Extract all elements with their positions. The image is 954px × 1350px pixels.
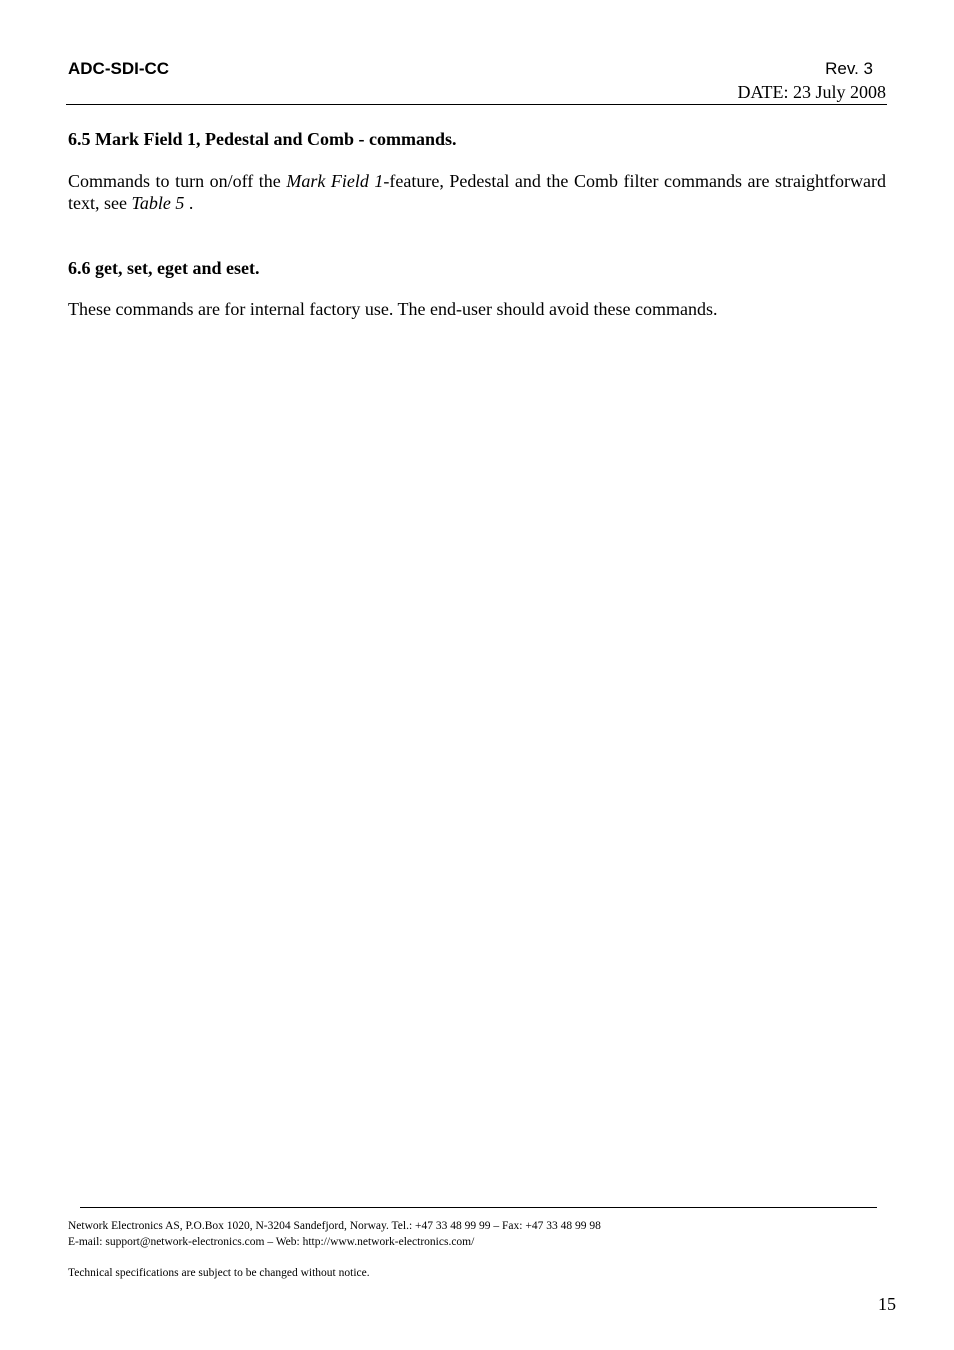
table-reference: Table 5 — [131, 193, 185, 213]
section-body-6-6: These commands are for internal factory use. The end-user should avoid these commands. — [68, 299, 718, 319]
header-divider — [66, 104, 887, 105]
section-heading-6-6: 6.6 get, set, eget and eset. — [68, 258, 260, 278]
revision-label: Rev. 3 — [825, 59, 873, 78]
page-number: 15 — [878, 1294, 896, 1314]
footer-address: Network Electronics AS, P.O.Box 1020, N-3204 Sandefjord, Norway. Tel.: +47 33 48 99 99 – Fax: +47 33 48 99 98 — [68, 1220, 601, 1232]
body-italic-mark-field: Mark Field 1 — [286, 171, 384, 191]
footer-divider — [80, 1207, 877, 1208]
body-text: Commands to turn on/off the — [68, 171, 287, 191]
document-date: DATE: 23 July 2008 — [737, 82, 886, 102]
footer-contact: E-mail: support@network-electronics.com – Web: http://www.network-electronics.com/ — [68, 1236, 475, 1248]
document-id: ADC-SDI-CC — [68, 59, 170, 78]
body-text: -feature, Pedestal and the Comb filter commands are straightforward text, see — [68, 171, 886, 213]
section-heading-6-5: 6.5 Mark Field 1, Pedestal and Comb - commands. — [68, 129, 457, 149]
section-body-6-5 — [68, 170, 886, 214]
footer-notice: Technical specifications are subject to be changed without notice. — [68, 1267, 370, 1279]
body-text: . — [184, 193, 194, 213]
